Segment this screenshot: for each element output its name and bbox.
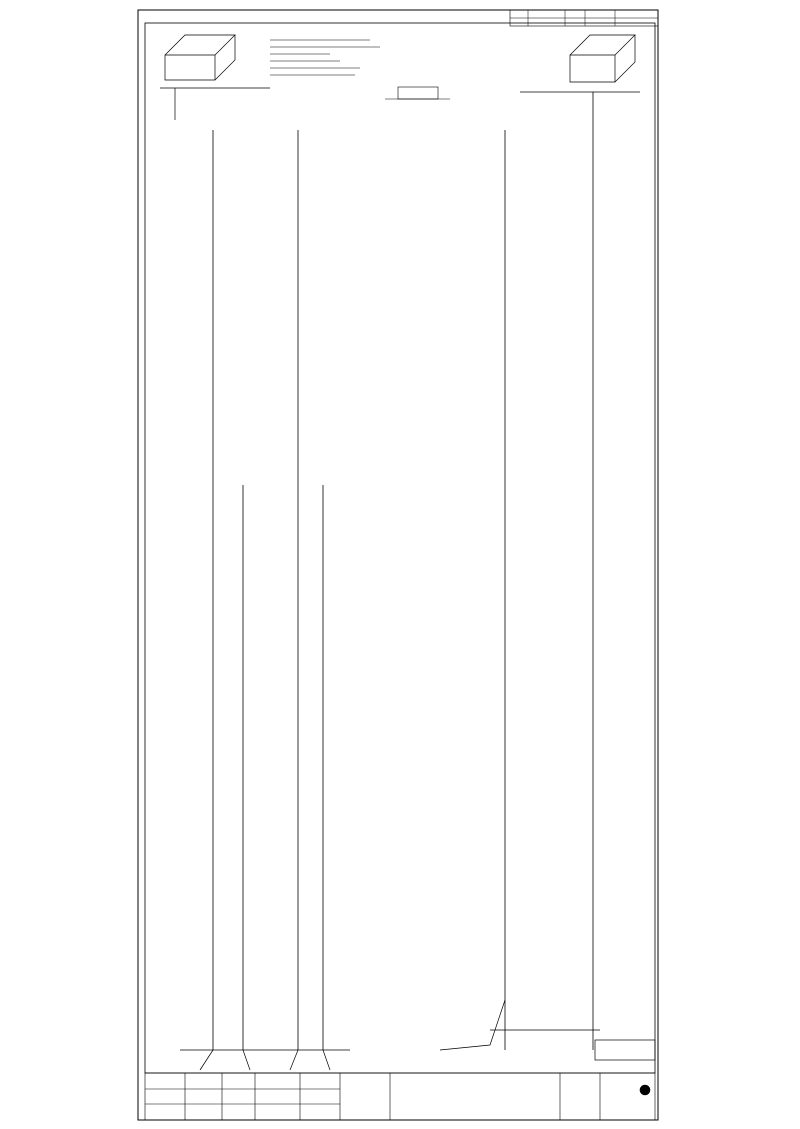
top-notes [270, 40, 380, 75]
outer-border [138, 10, 658, 1120]
left-roof-tank [160, 35, 270, 120]
supply-risers [213, 130, 323, 1050]
top-table [510, 10, 658, 26]
right-roof-tank [520, 35, 640, 92]
small-detail-top [385, 87, 450, 99]
bottom-piping [180, 1000, 655, 1070]
sprinkler-risers [505, 92, 593, 1050]
title-block [145, 1073, 655, 1120]
inner-border [145, 23, 655, 1073]
